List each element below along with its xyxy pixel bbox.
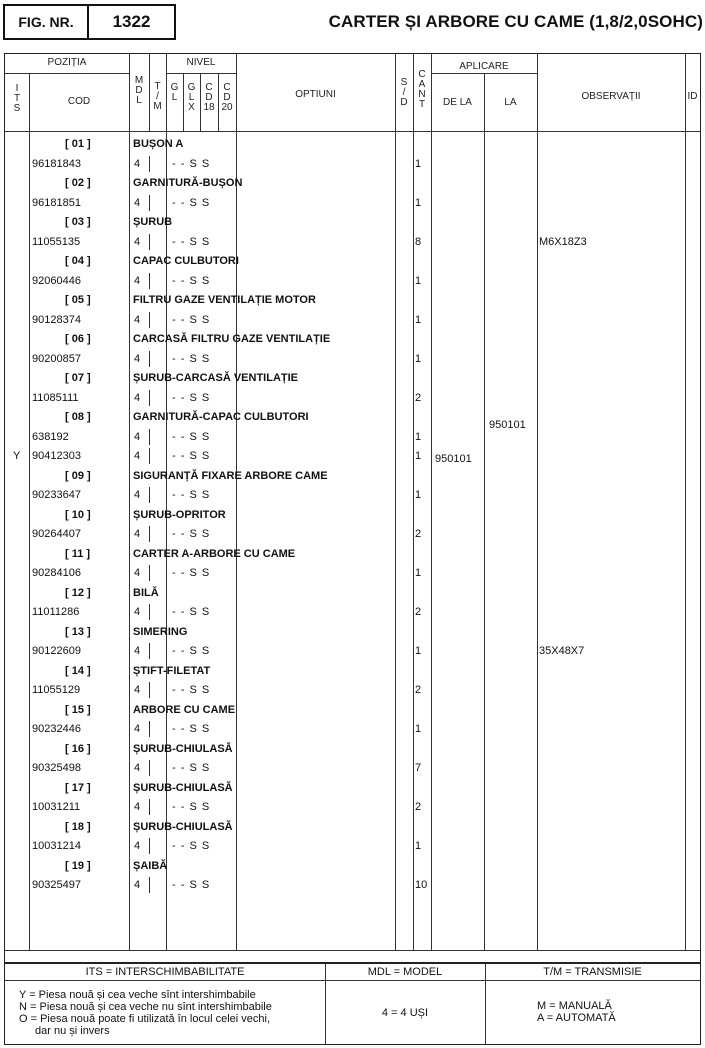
nivel-values: - - S S (172, 528, 211, 540)
header-letter: D (400, 97, 408, 108)
header-letter: C (205, 82, 213, 93)
position-number: [ 08 ] (65, 411, 91, 423)
model-code: 4 (134, 196, 141, 209)
quantity: 1 (415, 645, 422, 657)
part-name: SIMERING (133, 625, 188, 638)
part-code: 90412303 (32, 450, 81, 462)
part-name: ȘURUB-CARCASĂ VENTILAȚIE (133, 372, 298, 384)
position-number: [ 10 ] (65, 508, 91, 521)
model-code: 4 (134, 723, 141, 735)
header-cd18 (200, 83, 218, 113)
header-letter: D (223, 92, 231, 103)
nivel-values: - - S S (172, 157, 211, 170)
model-separator (149, 351, 150, 367)
model-code: 4 (134, 879, 141, 891)
header-letter: 20 (221, 102, 233, 113)
col-line-sd (413, 54, 414, 950)
figure-number-box (3, 4, 176, 40)
position-number: [ 16 ] (65, 742, 91, 755)
position-number: [ 06 ] (65, 333, 91, 345)
legend-its-line: dar nu și invers (35, 1025, 110, 1037)
legend-tm-line: M = MANUALĂ (537, 1000, 612, 1012)
position-number: [ 05 ] (65, 294, 91, 306)
nivel-values: - - S S (172, 274, 211, 287)
position-number: [ 13 ] (65, 625, 91, 638)
quantity: 10 (415, 879, 428, 891)
header-cant (413, 70, 431, 110)
quantity: 1 (415, 352, 422, 365)
part-name: CARCASĂ FILTRU GAZE VENTILAȚIE (133, 333, 331, 345)
part-code: 96181843 (32, 157, 81, 170)
quantity: 1 (415, 196, 422, 209)
nivel-values: - - S S (172, 762, 211, 774)
model-code: 4 (134, 645, 141, 657)
quantity: 2 (415, 684, 422, 696)
position-number: [ 03 ] (65, 216, 91, 228)
legend-box (4, 963, 701, 1045)
quantity: 1 (415, 840, 422, 852)
quantity: 1 (415, 430, 422, 443)
header-letter: L (188, 92, 195, 103)
header-letter: L (171, 92, 178, 103)
nivel-values: - - S S (172, 196, 211, 209)
col-line-cant (431, 54, 432, 950)
nivel-values: - - S S (172, 567, 211, 579)
quantity: 1 (415, 274, 422, 287)
header-letter: S (13, 103, 21, 114)
nivel-values: - - S S (172, 801, 211, 813)
header-letter: D (205, 92, 213, 103)
col-line-cod (129, 54, 130, 950)
model-separator (149, 838, 150, 854)
position-number: [ 18 ] (65, 820, 91, 833)
header-letter: N (418, 89, 426, 100)
position-number: [ 14 ] (65, 664, 91, 677)
legend-its-title: ITS = INTERSCHIMBABILITATE (85, 966, 245, 978)
model-code: 4 (134, 489, 141, 501)
quantity: 2 (415, 606, 422, 618)
model-separator (149, 877, 150, 893)
position-number: [ 07 ] (65, 372, 91, 384)
model-code: 4 (134, 684, 141, 696)
parts-table (4, 53, 701, 963)
model-code: 4 (134, 567, 141, 579)
quantity: 1 (415, 313, 422, 326)
quantity: 2 (415, 528, 422, 540)
model-code: 4 (134, 235, 141, 248)
model-separator (149, 721, 150, 737)
model-separator (149, 448, 150, 464)
part-name: ȘURUB-OPRITOR (133, 508, 226, 521)
quantity: 8 (415, 235, 422, 248)
legend-mdl-title: MDL = MODEL (367, 966, 443, 978)
model-separator (149, 429, 150, 445)
col-line-obs (685, 54, 686, 950)
part-code: 96181851 (32, 196, 81, 209)
quantity: 2 (415, 391, 422, 404)
header-bottom-line (5, 131, 700, 132)
part-name: CARTER A-ARBORE CU CAME (133, 547, 296, 560)
part-name: CAPAC CULBUTORI (133, 255, 239, 267)
page-title: CARTER ȘI ARBORE CU CAME (1,8/2,0SOHC) (328, 12, 703, 31)
header-letter: T (154, 81, 161, 92)
header-divider-pozitia (5, 73, 129, 74)
header-letter: G (187, 82, 196, 93)
observation: M6X18Z3 (539, 235, 587, 248)
part-code: 11085111 (32, 391, 79, 404)
model-code: 4 (134, 840, 141, 852)
model-code: 4 (134, 391, 141, 404)
model-code: 4 (134, 762, 141, 774)
observation: 35X48X7 (539, 645, 585, 657)
model-code: 4 (134, 606, 141, 618)
header-letter: D (135, 85, 143, 96)
part-code: 11011286 (32, 606, 80, 618)
part-name: ARBORE CU CAME (133, 703, 236, 716)
part-code: 10031214 (32, 840, 81, 852)
applied-from: 950101 (435, 453, 472, 465)
position-number: [ 04 ] (65, 255, 91, 267)
part-code: 638192 (32, 430, 69, 443)
legend-divider (5, 980, 700, 981)
nivel-values: - - S S (172, 313, 211, 326)
figure-label: FIG. NR. (5, 6, 89, 38)
table-bottom-line (5, 950, 700, 951)
quantity: 1 (415, 489, 422, 501)
part-code: 11055129 (32, 684, 81, 696)
nivel-values: - - S S (172, 352, 211, 365)
part-name: BUȘON A (133, 138, 184, 150)
col-line-its (29, 73, 30, 950)
part-name: GARNITURĂ-BUȘON (133, 177, 243, 189)
part-code: 90264407 (32, 528, 81, 540)
part-name: ȘTIFT-FILETAT (133, 664, 211, 677)
header-glx (183, 83, 200, 113)
position-number: [ 12 ] (65, 586, 91, 599)
legend-tm-line: A = AUTOMATĂ (537, 1012, 616, 1024)
header-letter: T (13, 93, 21, 104)
header-aplicare: APLICARE (459, 61, 509, 72)
model-separator (149, 273, 150, 289)
quantity: 1 (415, 567, 422, 579)
part-code: 90325497 (32, 879, 81, 891)
header-tm (149, 82, 166, 112)
header-pozitia: POZIȚIA (47, 57, 87, 68)
part-name: ȘURUB (133, 216, 173, 228)
part-name: ȘURUB-CHIULASĂ (133, 820, 233, 833)
model-separator (149, 799, 150, 815)
header-letter: T (418, 99, 426, 110)
quantity: 2 (415, 801, 422, 813)
header-letter: G (170, 82, 179, 93)
header-letter: A (418, 79, 426, 90)
nivel-values: - - S S (172, 391, 211, 404)
part-code: 90200857 (32, 352, 81, 365)
header-letter: / (402, 87, 406, 98)
nivel-values: - - S S (172, 235, 211, 248)
model-separator (149, 760, 150, 776)
model-code: 4 (134, 801, 141, 813)
legend-mdl-line: 4 = 4 UȘI (381, 1007, 429, 1019)
model-separator (149, 156, 150, 172)
model-separator (149, 643, 150, 659)
header-its (5, 84, 29, 114)
nivel-values: - - S S (172, 430, 211, 443)
model-code: 4 (134, 528, 141, 540)
applied-until: 950101 (489, 418, 526, 431)
header-gl (166, 83, 183, 103)
nivel-values: - - S S (172, 450, 211, 462)
header-la: LA (504, 97, 517, 108)
legend-tm-title: T/M = TRANSMISIE (543, 966, 642, 978)
header-letter: C (418, 69, 426, 80)
model-separator (149, 234, 150, 250)
model-separator (149, 604, 150, 620)
header-optiuni: OPTIUNI (295, 89, 336, 100)
nivel-values: - - S S (172, 645, 211, 657)
model-separator (149, 526, 150, 542)
quantity: 1 (415, 723, 422, 735)
part-code: 90128374 (32, 313, 81, 326)
col-line-dela (484, 73, 485, 950)
part-code: 90284106 (32, 567, 81, 579)
header-observatii: OBSERVAȚII (581, 91, 641, 102)
header-letter: S (400, 77, 408, 88)
header-letter: / (156, 91, 159, 102)
model-separator (149, 487, 150, 503)
part-code: 11055135 (32, 235, 81, 248)
part-name: ȘURUB-CHIULASĂ (133, 781, 233, 794)
legend-its-line: Y = Piesa nouă și cea veche sînt intershimbabile (19, 989, 256, 1001)
position-number: [ 19 ] (65, 859, 91, 872)
part-code: 90122609 (32, 645, 81, 657)
legend-its-line: N = Piesa nouă și cea veche nu sînt intershimbabile (19, 1001, 272, 1013)
part-code: 90325498 (32, 762, 81, 774)
col-line-la (537, 54, 538, 950)
nivel-values: - - S S (172, 723, 211, 735)
header-letter: L (136, 95, 142, 106)
quantity: 1 (415, 450, 422, 462)
part-code: 92060446 (32, 274, 81, 287)
quantity: 7 (415, 762, 422, 774)
nivel-values: - - S S (172, 840, 211, 852)
model-code: 4 (134, 430, 141, 443)
header-letter: C (223, 82, 231, 93)
part-name: ȘAIBĂ (133, 859, 168, 872)
header-letter: X (188, 102, 195, 113)
nivel-values: - - S S (172, 879, 211, 891)
model-separator (149, 565, 150, 581)
header-divider-nivel (166, 73, 236, 74)
model-code: 4 (134, 313, 141, 326)
header-cod: COD (67, 96, 91, 107)
header-letter: I (15, 83, 19, 94)
model-code: 4 (134, 450, 141, 462)
position-number: [ 02 ] (65, 177, 91, 189)
part-name: SIGURANȚĂ FIXARE ARBORE CAME (133, 469, 328, 482)
header-mdl (129, 76, 149, 106)
header-cd20 (218, 83, 236, 113)
header-sd (395, 78, 413, 108)
position-number: [ 15 ] (65, 703, 91, 716)
model-separator (149, 390, 150, 406)
model-separator (149, 312, 150, 328)
header-id: ID (687, 91, 698, 102)
part-name: FILTRU GAZE VENTILAȚIE MOTOR (133, 294, 316, 306)
header-letter: M (134, 75, 144, 86)
col-line-optiuni (395, 54, 396, 950)
position-number: [ 11 ] (65, 547, 91, 560)
legend-its-line: O = Piesa nouă poate fi utilizată în locul celei vechi, (19, 1013, 271, 1025)
quantity: 1 (415, 157, 422, 170)
model-code: 4 (134, 274, 141, 287)
header-dela: DE LA (443, 97, 472, 108)
its-code: Y (13, 450, 21, 462)
position-number: [ 01 ] (65, 138, 91, 150)
nivel-values: - - S S (172, 606, 211, 618)
part-code: 90232446 (32, 723, 81, 735)
part-code: 10031211 (32, 801, 81, 813)
model-code: 4 (134, 352, 141, 365)
model-separator (149, 195, 150, 211)
header-nivel: NIVEL (186, 57, 216, 68)
part-code: 90233647 (32, 489, 81, 501)
part-name: GARNITURĂ-CAPAC CULBUTORI (133, 411, 309, 423)
figure-number: 1322 (112, 12, 151, 31)
part-name: BILĂ (133, 586, 159, 599)
header-letter: 18 (203, 102, 215, 113)
position-number: [ 17 ] (65, 781, 91, 794)
position-number: [ 09 ] (65, 469, 91, 482)
nivel-values: - - S S (172, 684, 211, 696)
header-letter: M (153, 101, 162, 112)
model-separator (149, 682, 150, 698)
part-name: ȘURUB-CHIULASĂ (133, 742, 233, 755)
nivel-values: - - S S (172, 489, 211, 501)
model-code: 4 (134, 157, 141, 170)
